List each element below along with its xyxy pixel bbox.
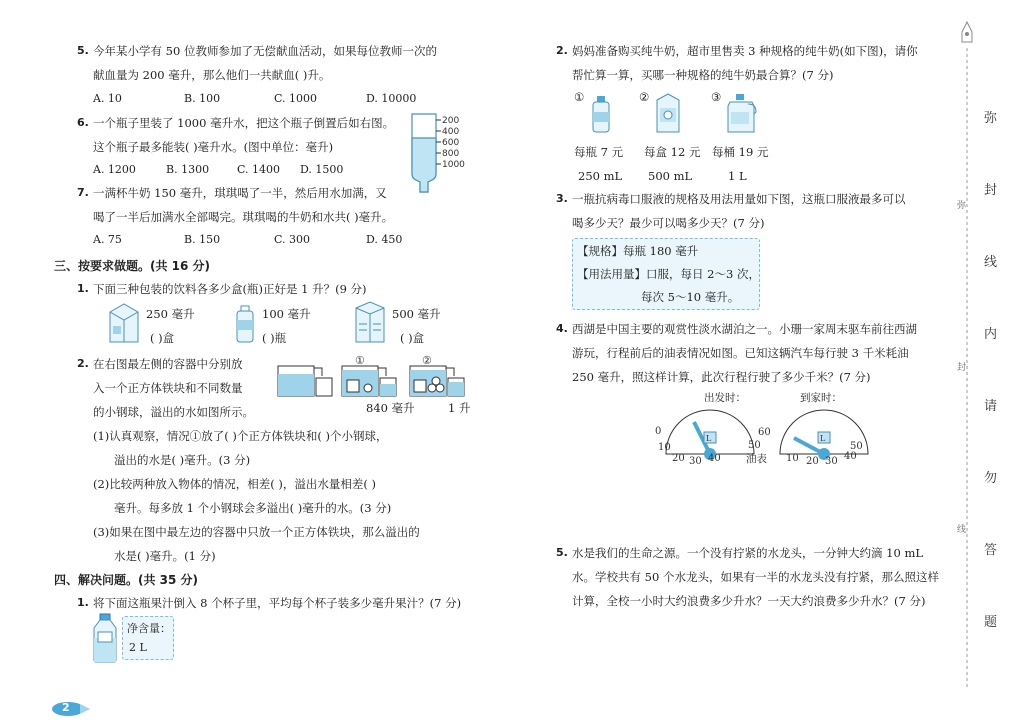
gauge-2-tick-30: 30 bbox=[825, 456, 838, 466]
p2-line2: 入一个正方体铁块和不同数量 bbox=[93, 381, 243, 395]
milk-volume-3: 1 L bbox=[728, 169, 747, 183]
scale-label: 600 bbox=[442, 138, 460, 148]
gauge-1-unit: L bbox=[706, 434, 712, 443]
q6-option-c: C. 1400 bbox=[237, 163, 281, 176]
package-2-volume: 100 毫升 bbox=[262, 307, 311, 321]
milk-price-1: 每瓶 7 元 bbox=[574, 145, 624, 159]
q6-option-b: B. 1300 bbox=[166, 163, 210, 176]
juice-label-box bbox=[122, 616, 174, 660]
gauge-1-tick-50: 50 bbox=[748, 440, 761, 451]
r-q5-line3: 计算，全校一小时大约浪费多少升水？一天大约浪费多少升水？(7 分) bbox=[572, 594, 926, 608]
p2-sub3-line2: 水是( )毫升。(1 分) bbox=[114, 549, 216, 563]
gauge-2-unit: L bbox=[820, 434, 826, 443]
q5-option-b: B. 100 bbox=[184, 92, 221, 105]
q7-option-c: C. 300 bbox=[274, 233, 311, 246]
milk-jug-icon bbox=[726, 92, 758, 134]
p2-line1: 在右图最左侧的容器中分别放 bbox=[93, 357, 243, 371]
p2-number: 2. bbox=[77, 357, 89, 370]
juice-label-title: 净含量： bbox=[127, 622, 171, 635]
q7-option-b: B. 150 bbox=[184, 233, 221, 246]
r-q5-line2: 水。学校共有 50 个水龙头，如果有一半的水龙头没有拧紧，那么照这样 bbox=[572, 570, 939, 584]
case-1-overflow: 840 毫升 bbox=[366, 401, 415, 415]
q7-option-a: A. 75 bbox=[93, 233, 122, 246]
case-2-overflow: 1 升 bbox=[448, 401, 471, 415]
p2-sub1-line1: (1)认真观察，情况①放了( )个正方体铁块和( )个小钢球， bbox=[93, 429, 388, 443]
binding-line bbox=[955, 20, 979, 690]
milk-option-3-mark: ③ bbox=[711, 90, 722, 104]
q7-line2: 喝了一半后加满水全部喝完。琪琪喝的牛奶和水共( )毫升。 bbox=[93, 210, 394, 224]
p1-number: 1. bbox=[77, 282, 89, 295]
milk-price-2: 每盒 12 元 bbox=[644, 145, 701, 159]
gauge-2-tick-10: 10 bbox=[786, 453, 799, 464]
seal-notice-char: 答 bbox=[984, 543, 998, 558]
gauge-1-tick-20: 20 bbox=[672, 453, 685, 464]
milk-option-2-mark: ② bbox=[639, 90, 650, 104]
p2-sub1-line2: 溢出的水是( )毫升。(3 分) bbox=[114, 453, 251, 467]
milk-bottle-icon bbox=[590, 94, 612, 134]
package-3-answer: ( )盒 bbox=[400, 331, 425, 345]
q7-line1: 一满杯牛奶 150 毫升，琪琪喝了一半，然后用水加满，又 bbox=[93, 186, 387, 200]
gauge-2-tick-20: 20 bbox=[806, 456, 819, 466]
overflow-containers-figure bbox=[276, 352, 472, 398]
package-1-volume: 250 毫升 bbox=[146, 307, 195, 321]
gauge-end-label: 到家时： bbox=[800, 392, 842, 404]
q41-text: 将下面这瓶果汁倒入 8 个杯子里，平均每个杯子装多少毫升果汁？(7 分) bbox=[93, 596, 462, 610]
milk-volume-2: 500 mL bbox=[648, 169, 693, 183]
q5-number: 5. bbox=[77, 44, 89, 57]
seal-notice-char: 内 bbox=[984, 327, 998, 342]
milk-option-1-mark: ① bbox=[574, 90, 585, 104]
q6-number: 6. bbox=[77, 116, 89, 129]
p2-sub2-line1: (2)比较两种放入物体的情况，相差( )，溢出水量相差( ) bbox=[93, 477, 377, 491]
gauge-1-tick-60: 60 bbox=[758, 427, 771, 438]
milk-price-3: 每桶 19 元 bbox=[712, 145, 769, 159]
q7-option-d: D. 450 bbox=[366, 233, 403, 246]
r-q4-line1: 西湖是中国主要的观赏性淡水湖泊之一。小珊一家周末驱车前往西湖 bbox=[572, 322, 917, 336]
scale-label: 200 bbox=[442, 116, 460, 126]
milk-carton-icon bbox=[106, 302, 142, 344]
medicine-usage: 【用法用量】口服，每日 2～3 次， bbox=[577, 267, 760, 281]
gauge-1-tick-40: 40 bbox=[708, 453, 721, 464]
milk-volume-1: 250 mL bbox=[578, 169, 623, 183]
q41-number: 1. bbox=[77, 596, 89, 609]
q5-line2: 献血量为 200 毫升，那么他们一共献血( )升。 bbox=[93, 68, 331, 82]
r-q2-line1: 妈妈准备购买纯牛奶，超市里售卖 3 种规格的纯牛奶(如下图)，请你 bbox=[572, 44, 918, 58]
seal-line-char: 封 bbox=[957, 363, 967, 373]
p2-sub3-line1: (3)如果在图中最左边的容器中只放一个正方体铁块，那么溢出的 bbox=[93, 525, 420, 539]
case-2-mark: ② bbox=[422, 354, 432, 367]
gauge-start-label: 出发时： bbox=[704, 392, 746, 404]
r-q2-line2: 帮忙算一算，买哪一种规格的纯牛奶最合算？(7 分) bbox=[572, 68, 834, 82]
q5-line1: 今年某小学有 50 位教师参加了无偿献血活动，如果每位教师一次的 bbox=[93, 44, 437, 58]
r-q3-number: 3. bbox=[556, 192, 568, 205]
r-q3-line1: 一瓶抗病毒口服液的规格及用法用量如下图，这瓶口服液最多可以 bbox=[572, 192, 906, 206]
q5-option-d: D. 10000 bbox=[366, 92, 417, 105]
gauge-2-tick-40: 40 bbox=[844, 451, 857, 462]
q6-option-a: A. 1200 bbox=[93, 163, 136, 176]
seal-notice-char: 线 bbox=[984, 255, 998, 270]
small-bottle-icon bbox=[233, 304, 257, 344]
q6-line1: 一个瓶子里装了 1000 毫升水，把这个瓶子倒置后如右图。 bbox=[93, 116, 395, 130]
gauge-1-tick-0: 0 bbox=[655, 426, 662, 437]
scale-label: 400 bbox=[442, 127, 460, 137]
page-number-badge bbox=[50, 700, 92, 718]
gauge-2-tick-50: 50 bbox=[850, 441, 863, 452]
p2-line3: 的小钢球，溢出的水如图所示。 bbox=[93, 405, 254, 419]
case-1-mark: ① bbox=[355, 354, 365, 367]
medicine-spec: 【规格】每瓶 180 毫升 bbox=[577, 244, 699, 258]
p2-sub2-line2: 毫升。每多放 1 个小钢球会多溢出( )毫升的水。(3 分) bbox=[114, 501, 392, 515]
section-4-heading: 四、解决问题。(共 35 分) bbox=[54, 573, 199, 587]
package-2-answer: ( )瓶 bbox=[262, 331, 287, 345]
r-q3-line2: 喝多少天？最少可以喝多少天？(7 分) bbox=[572, 216, 765, 230]
medicine-label-box bbox=[572, 238, 760, 310]
milk-carton-icon bbox=[654, 92, 682, 134]
section-3-heading: 三、按要求做题。(共 16 分) bbox=[54, 259, 211, 273]
scale-label: 1000 bbox=[442, 160, 465, 170]
r-q4-line2: 游玩，行程前后的油表情况如图。已知这辆汽车每行驶 3 千米耗油 bbox=[572, 346, 909, 360]
seal-notice-char: 封 bbox=[984, 183, 998, 198]
package-3-volume: 500 毫升 bbox=[392, 307, 441, 321]
r-q2-number: 2. bbox=[556, 44, 568, 57]
seal-line-char: 线 bbox=[957, 525, 967, 535]
juice-bottle-icon bbox=[90, 612, 120, 664]
q5-option-a: A. 10 bbox=[93, 92, 122, 105]
juice-label-volume: 2 L bbox=[129, 641, 147, 654]
package-1-answer: ( )盒 bbox=[150, 331, 175, 345]
seal-line-char: 弥 bbox=[957, 201, 967, 211]
seal-notice-char: 题 bbox=[984, 615, 998, 630]
seal-notice-char: 弥 bbox=[984, 111, 998, 126]
q6-line2: 这个瓶子最多能装( )毫升水。(图中单位：毫升) bbox=[93, 140, 334, 154]
r-q5-number: 5. bbox=[556, 546, 568, 559]
page-number: 2 bbox=[62, 701, 70, 714]
inverted-bottle-figure bbox=[408, 112, 473, 194]
fuel-gauge-caption: 油表 bbox=[746, 453, 767, 465]
q5-option-c: C. 1000 bbox=[274, 92, 318, 105]
r-q4-number: 4. bbox=[556, 322, 568, 335]
r-q4-line3: 250 毫升，照这样计算，此次行程行驶了多少千米？(7 分) bbox=[572, 370, 871, 384]
scale-label: 800 bbox=[442, 149, 460, 159]
gauge-1-tick-30: 30 bbox=[689, 456, 702, 466]
r-q5-line1: 水是我们的生命之源。一个没有拧紧的水龙头，一分钟大约滴 10 mL bbox=[572, 546, 923, 560]
p1-text: 下面三种包装的饮料各多少盒(瓶)正好是 1 升？(9 分) bbox=[93, 282, 367, 296]
gauge-1-tick-10: 10 bbox=[658, 442, 671, 453]
medicine-dose: 每次 5～10 毫升。 bbox=[641, 290, 740, 304]
juice-box-icon bbox=[352, 300, 388, 344]
seal-notice-char: 勿 bbox=[984, 471, 998, 486]
seal-notice-char: 请 bbox=[984, 399, 998, 414]
q7-number: 7. bbox=[77, 186, 89, 199]
q6-option-d: D. 1500 bbox=[300, 163, 344, 176]
